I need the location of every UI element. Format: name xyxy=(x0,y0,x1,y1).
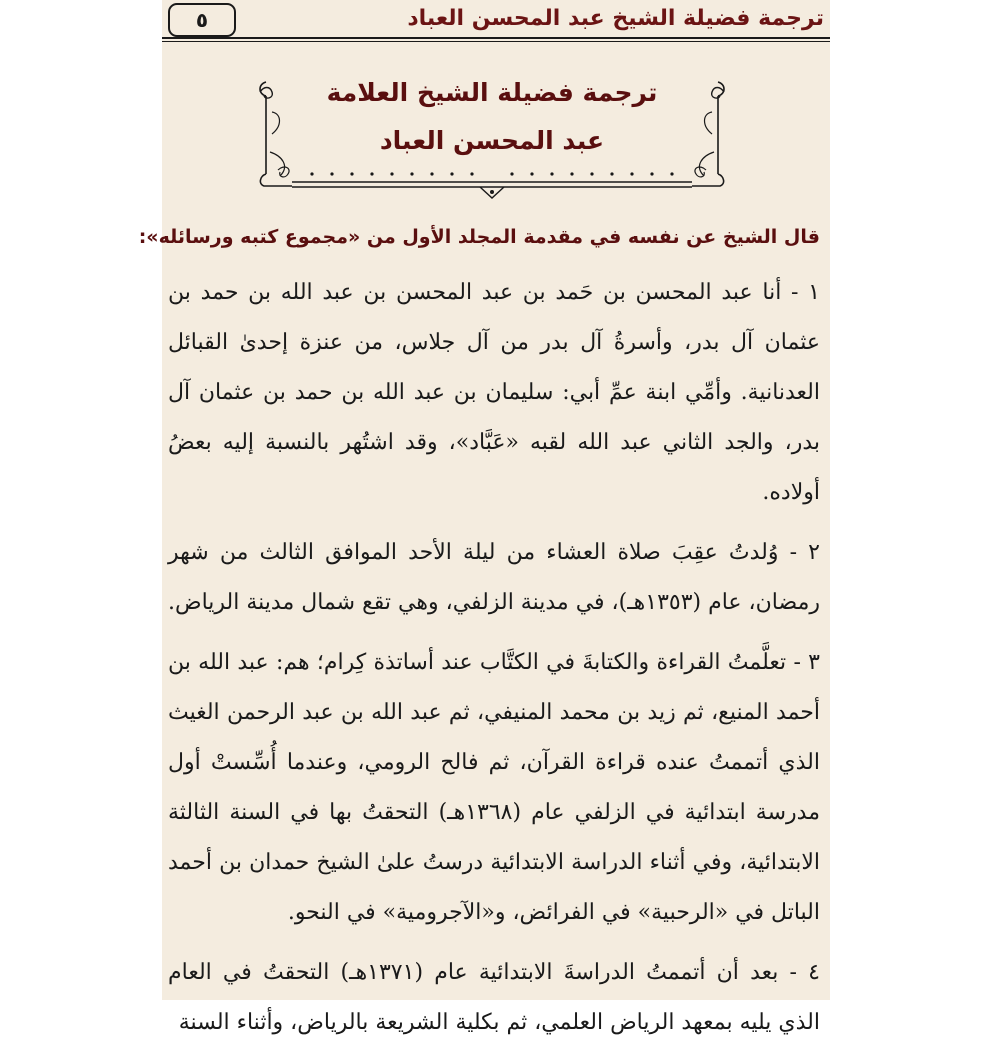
book-page xyxy=(138,0,830,1035)
title-line-1: ترجمة فضيلة الشيخ العلامة xyxy=(326,78,658,107)
intro-heading: قال الشيخ عن نفسه في مقدمة المجلد الأول من «مجموع كتبه ورسائله»: xyxy=(138,226,820,248)
paragraph-3: ٣ - تعلَّمتُ القراءة والكتابةَ في الكتَّاب عند أساتذة كِرام؛ هم: عبد الله بن أحمد المنيع، ثم زيد بن محمد المنيفي، ثم عبد الله بن عبد الرحمن الغيث الذي أتممتُ عنده قراءة القرآن، ثم فالح الرومي، وعندما أُسِّستْ أول مدرسة ابتدائية في الزلفي عام (١٣٦٨هـ) التحقتُ بها في السنة الثالثة الابتدائية، وفي أثناء الدراسة الابتدائية درستُ علىٰ الشيخ حمدان بن أحمد الباتل في «الرحبية» في الفرائض، و«الآجرومية» في النحو. xyxy=(168,650,820,925)
title-line-2: عبد المحسن العباد xyxy=(379,126,605,155)
header-rule xyxy=(162,37,830,39)
page-header xyxy=(162,0,830,44)
body-text xyxy=(168,268,820,1058)
running-title: ترجمة فضيلة الشيخ عبد المحسن العباد xyxy=(407,6,824,31)
title-ornament-frame xyxy=(252,74,732,196)
paragraph-4: ٤ - بعد أن أتممتُ الدراسةَ الابتدائية عام (١٣٧١هـ) التحقتُ في العام الذي يليه بمعهد الرياض العلمي، ثم بكلية الشريعة بالرياض، وأثناء السنة xyxy=(168,960,820,1035)
page-number: ٥ xyxy=(168,3,236,37)
paragraph-2: ٢ - وُلدتُ عقِبَ صلاة العشاء من ليلة الأحد الموافق الثالث من شهر رمضان، عام (١٣٥٣هـ)، في مدينة الزلفي، وهي تقع شمال مدينة الرياض. xyxy=(168,540,820,615)
header-rule-thin xyxy=(162,41,830,42)
paragraph-1: ١ - أنا عبد المحسن بن حَمد بن عبد المحسن بن عبد الله بن حمد بن عثمان آل بدر، وأسرةُ آل بدر من آل جلاس، من عنزة إحدىٰ القبائل العدنانية. وأمِّي ابنة عمِّ أبي: سليمان بن عبد الله بن حمد بن عثمان آل بدر، والجد الثاني عبد الله لقبه «عَبَّاد»، وقد اشتُهر بالنسبة إليه بعضُ أولاده. xyxy=(168,280,820,505)
